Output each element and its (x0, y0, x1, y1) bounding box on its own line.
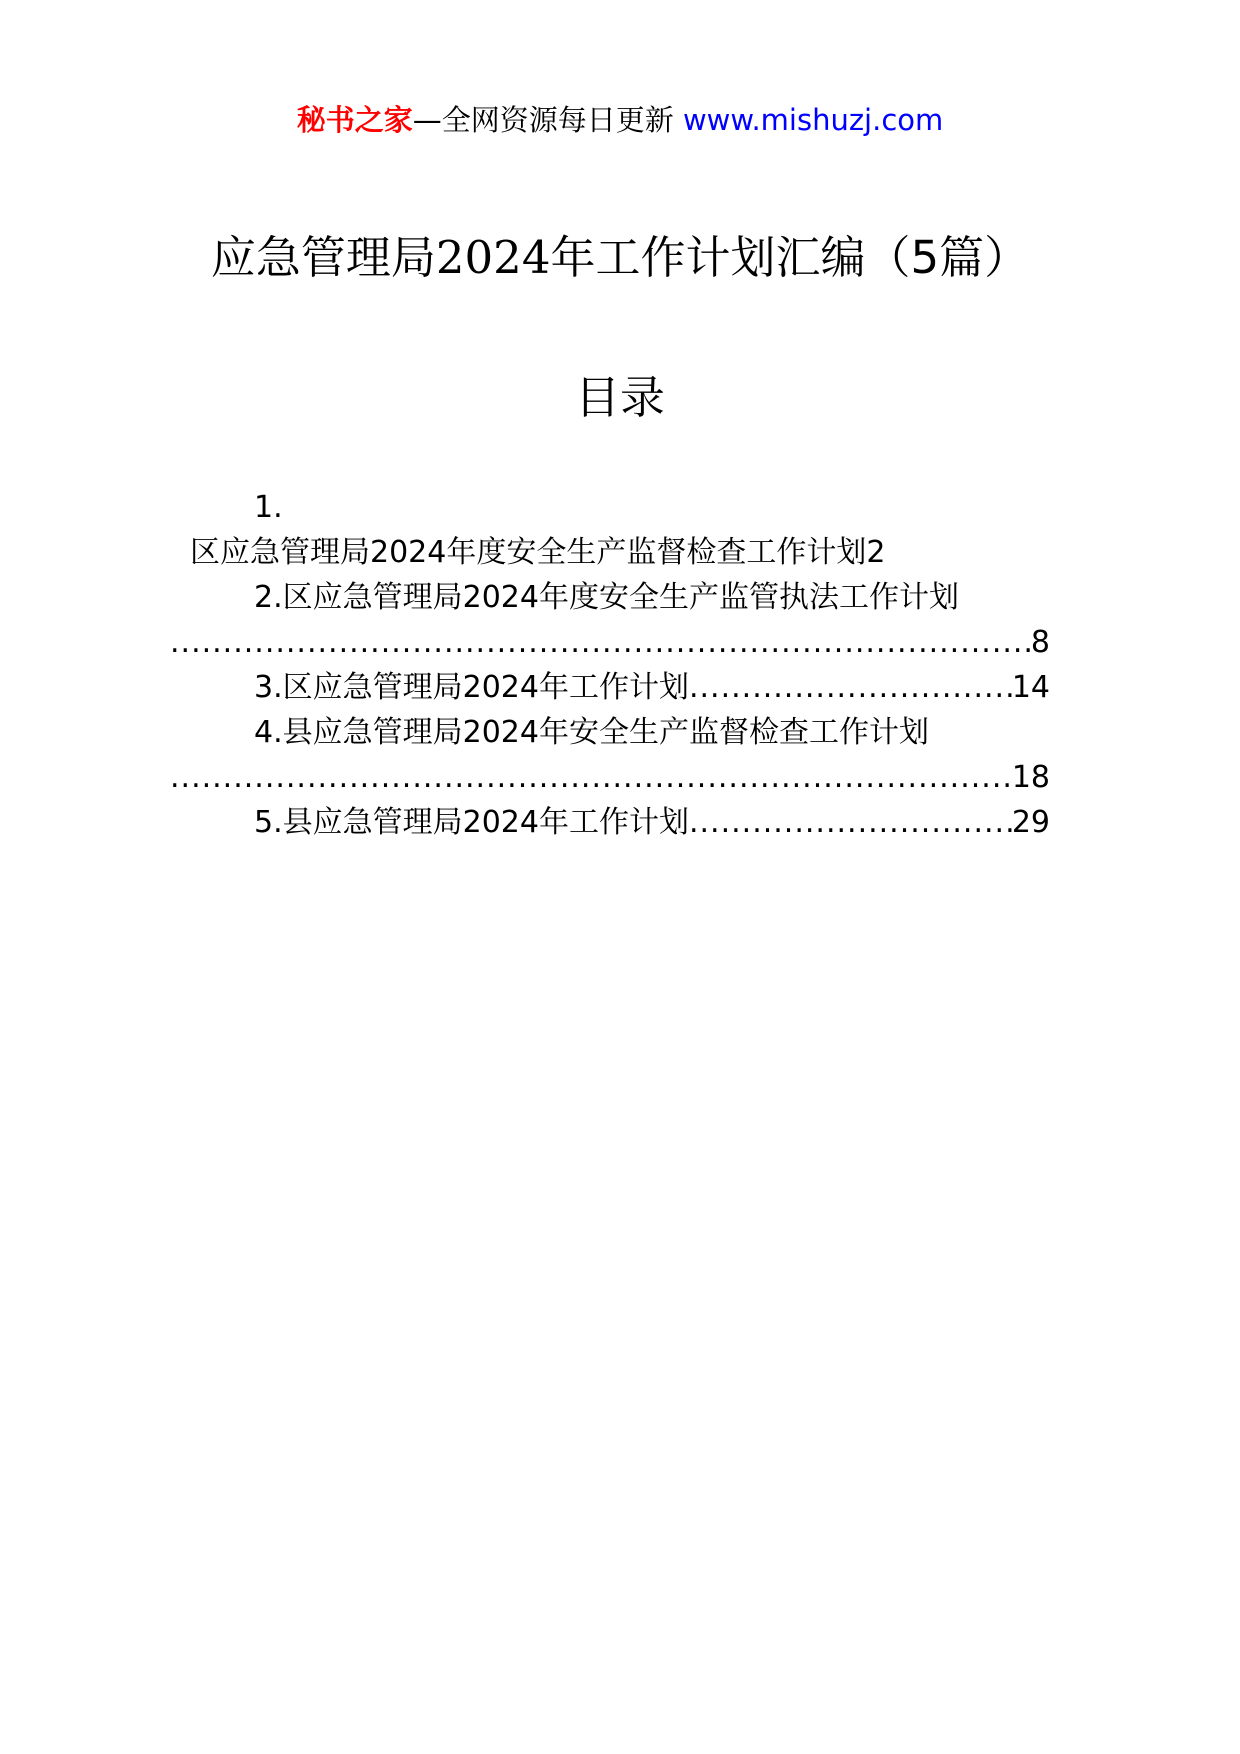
toc-entry-page: 2 (866, 535, 886, 570)
toc-entry-text: 县应急管理局2024年工作计划 (282, 805, 689, 840)
toc-entry-4-leader[interactable] (170, 755, 1050, 800)
toc-entry-text: 区应急管理局2024年度安全生产监督检查工作计划 (190, 535, 867, 570)
title-prefix: 应急管理局 (210, 231, 436, 284)
dot-leader (689, 665, 1012, 710)
title-suffix: 年工作计划汇编（5篇） (550, 231, 1030, 284)
toc-entry-page: 14 (1011, 670, 1050, 705)
table-of-contents (190, 485, 1050, 845)
toc-entry-text: 县应急管理局2024年安全生产监督检查工作计划 (282, 715, 929, 750)
banner-slogan: —全网资源每日更新 (412, 103, 674, 137)
toc-entry-number: 3. (254, 670, 283, 705)
toc-entry-4[interactable] (190, 710, 1050, 755)
title-year: 2024 (435, 231, 551, 284)
toc-entry-1-number[interactable]: 1. (254, 490, 283, 525)
dot-leader (170, 755, 1012, 800)
toc-entry-3[interactable] (190, 665, 1050, 710)
toc-heading: 目录 (574, 371, 665, 424)
toc-entry-number: 4. (254, 715, 283, 750)
toc-entry-page: 8 (1030, 625, 1050, 660)
document-title (0, 228, 1240, 288)
toc-entry-text: 区应急管理局2024年度安全生产监管执法工作计划 (282, 580, 959, 615)
toc-entry-page: 18 (1011, 760, 1050, 795)
site-url-link[interactable]: www.mishuzj.com (682, 103, 944, 137)
toc-entry-2-leader[interactable] (170, 620, 1050, 665)
site-banner (0, 100, 1240, 140)
brand-name: 秘书之家 (296, 103, 413, 137)
toc-entry-number: 5. (254, 805, 283, 840)
dot-leader (689, 800, 1012, 845)
toc-entry-text: 区应急管理局2024年工作计划 (282, 670, 689, 705)
toc-entry-1[interactable] (190, 530, 1050, 575)
toc-entry-number: 2. (254, 580, 283, 615)
dot-leader (170, 620, 1031, 665)
toc-entry-page: 29 (1011, 805, 1050, 840)
toc-entry-2[interactable] (190, 575, 1050, 620)
toc-entry-5[interactable] (190, 800, 1050, 845)
